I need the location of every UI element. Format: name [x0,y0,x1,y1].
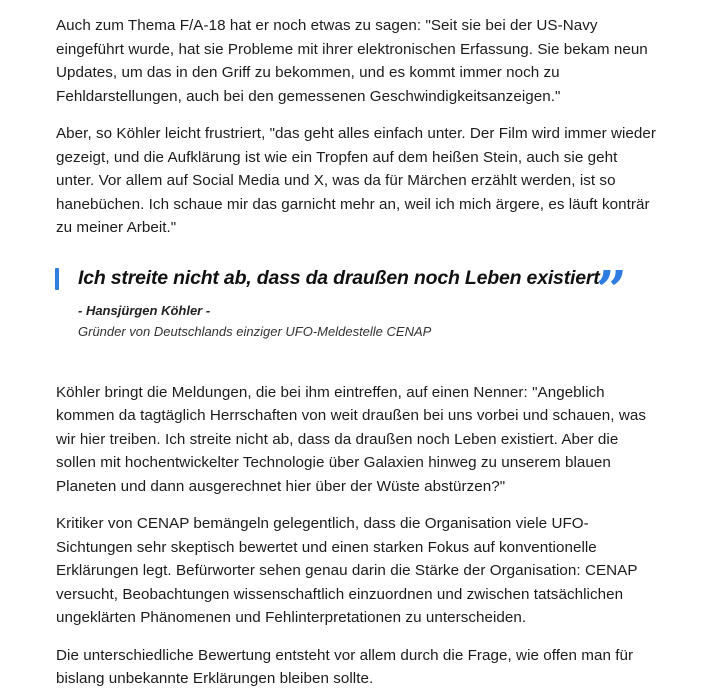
quote-accent-bar [55,268,59,290]
paragraph-nenner: Köhler bringt die Meldungen, die bei ihm eintreffen, auf einen Nenner: "Angeblich kommen da tagtäglich Herrschaften von weit draußen bei uns vorbei und schauen, was wir hier treiben. Ich streite nicht ab, dass da draußen noch Leben existiert. Aber die sollen mit hochentwickelter Technologie über Galaxien hinweg zu unserem blauen Planeten und dann ausgerechnet hier über der Wüste abstürzen?" [56,383,646,495]
quote-author: - Hansjürgen Köhler - [78,302,211,318]
paragraph-frustration: Aber, so Köhler leicht frustriert, "das geht alles einfach unter. Der Film wird immer wieder gezeigt, und die Aufklärung ist wie ein Tropfen auf dem heißen Stein, auch sie geht unter. Vor allem auf Social Media und X, was da für Märchen erzählt werden, ist so hanebüchen. Ich schaue mir das garnicht mehr an, weil ich mich ärgere, es läuft konträr zu meiner Arbeit." [56,125,657,236]
paragraph-bewertung: Die unterschiedliche Bewertung entsteht vor allem durch die Frage, wie offen man für bislang unbekannte Erklärungen bleiben sollte. [56,646,634,687]
quote-mark-icon: ” [596,269,628,310]
article-body [56,0,656,691]
paragraph-fa18: Auch zum Thema F/A-18 hat er noch etwas zu sagen: "Seit sie bei der US-Navy eingeführt wurde, hat sie Probleme mit ihrer elektronischen Erfassung. Sie bekam neun Updates, um das in den Griff zu bekommen, und es kommt immer noch zu Fehldarstellungen, auch bei den gemessenen Geschwindigkeitsanzeigen." [56,17,648,105]
pull-quote [56,264,656,341]
quote-author-role: Gründer von Deutschlands einziger UFO-Meldestelle CENAP [78,323,432,339]
quote-text: Ich streite nicht ab, dass da draußen noch Leben existiert. [78,266,605,289]
paragraph-kritiker: Kritiker von CENAP bemängeln gelegentlich, dass die Organisation viele UFO-Sichtungen sehr skeptisch bewertet und einen starken Fokus auf konventionelle Erklärungen legt. Befürworter sehen genau darin die Stärke der Organisation: CENAP versucht, Beobachtungen wissenschaftlich einzuordnen und zwischen tatsächlichen ungeklärten Phänomenen und Fehlinterpretationen zu unterscheiden. [56,515,638,626]
